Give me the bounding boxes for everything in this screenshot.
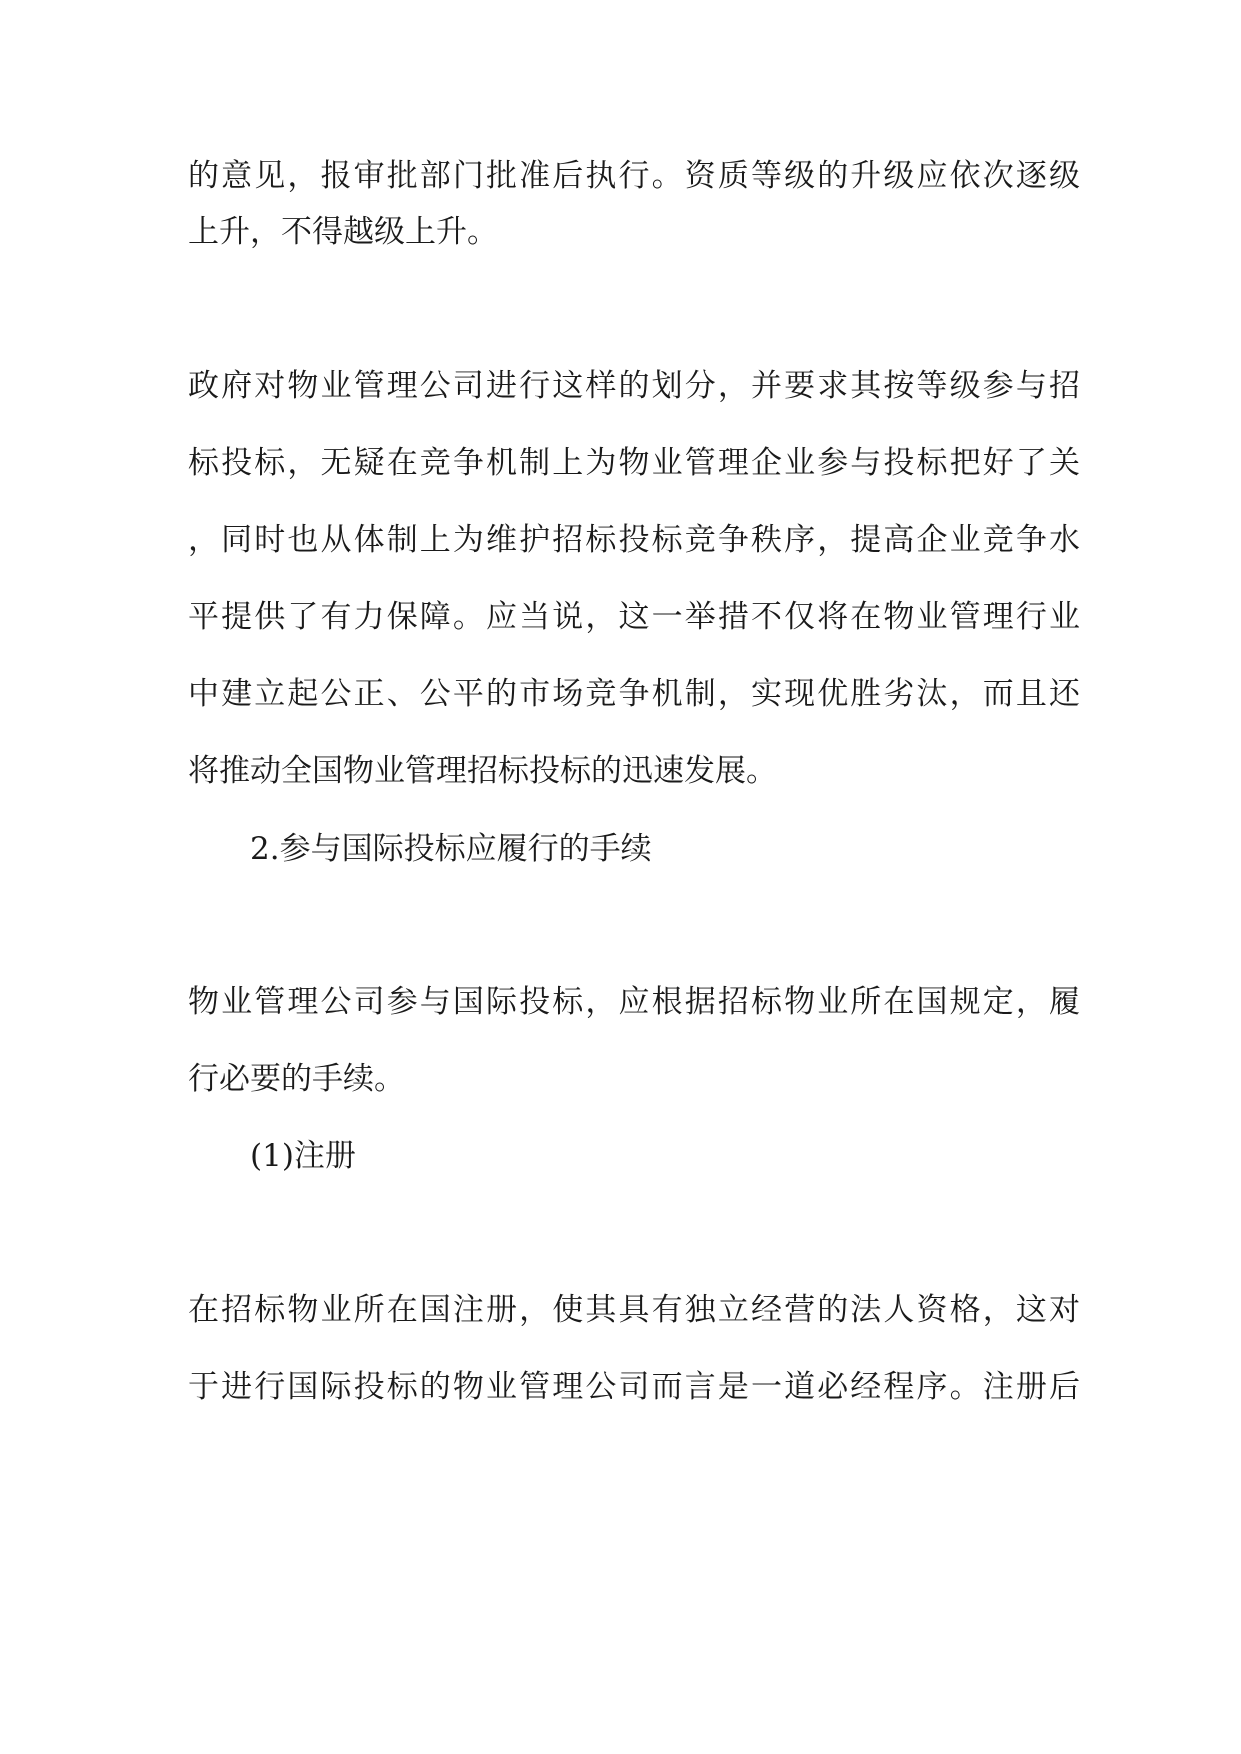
paragraph-2-line-3: ，同时也从体制上为维护招标投标竞争秩序，提高企业竞争水 xyxy=(188,522,1080,558)
paragraph-4-line-1: 在招标物业所在国注册，使其具有独立经营的法人资格，这对 xyxy=(188,1292,1080,1328)
paragraph-2-line-2: 标投标，无疑在竞争机制上为物业管理企业参与投标把好了关 xyxy=(188,445,1080,481)
section-heading-2: 2.参与国际投标应履行的手续 xyxy=(250,831,652,867)
paragraph-2-line-4: 平提供了有力保障。应当说，这一举措不仅将在物业管理行业 xyxy=(188,599,1080,635)
subsection-heading-1: (1)注册 xyxy=(250,1138,356,1174)
paragraph-4-line-2: 于进行国际投标的物业管理公司而言是一道必经程序。注册后 xyxy=(188,1369,1080,1405)
paragraph-2-line-5: 中建立起公正、公平的市场竞争机制，实现优胜劣汰，而且还 xyxy=(188,676,1080,712)
paragraph-2-line-1: 政府对物业管理公司进行这样的划分，并要求其按等级参与招 xyxy=(188,368,1080,404)
paragraph-2-line-6: 将推动全国物业管理招标投标的迅速发展。 xyxy=(188,753,777,789)
paragraph-3-line-2: 行必要的手续。 xyxy=(188,1061,405,1097)
paragraph-1-line-2: 上升，不得越级上升。 xyxy=(188,214,498,250)
paragraph-3-line-1: 物业管理公司参与国际投标，应根据招标物业所在国规定，履 xyxy=(188,984,1080,1020)
paragraph-1-line-1: 的意见，报审批部门批准后执行。资质等级的升级应依次逐级 xyxy=(188,158,1080,194)
